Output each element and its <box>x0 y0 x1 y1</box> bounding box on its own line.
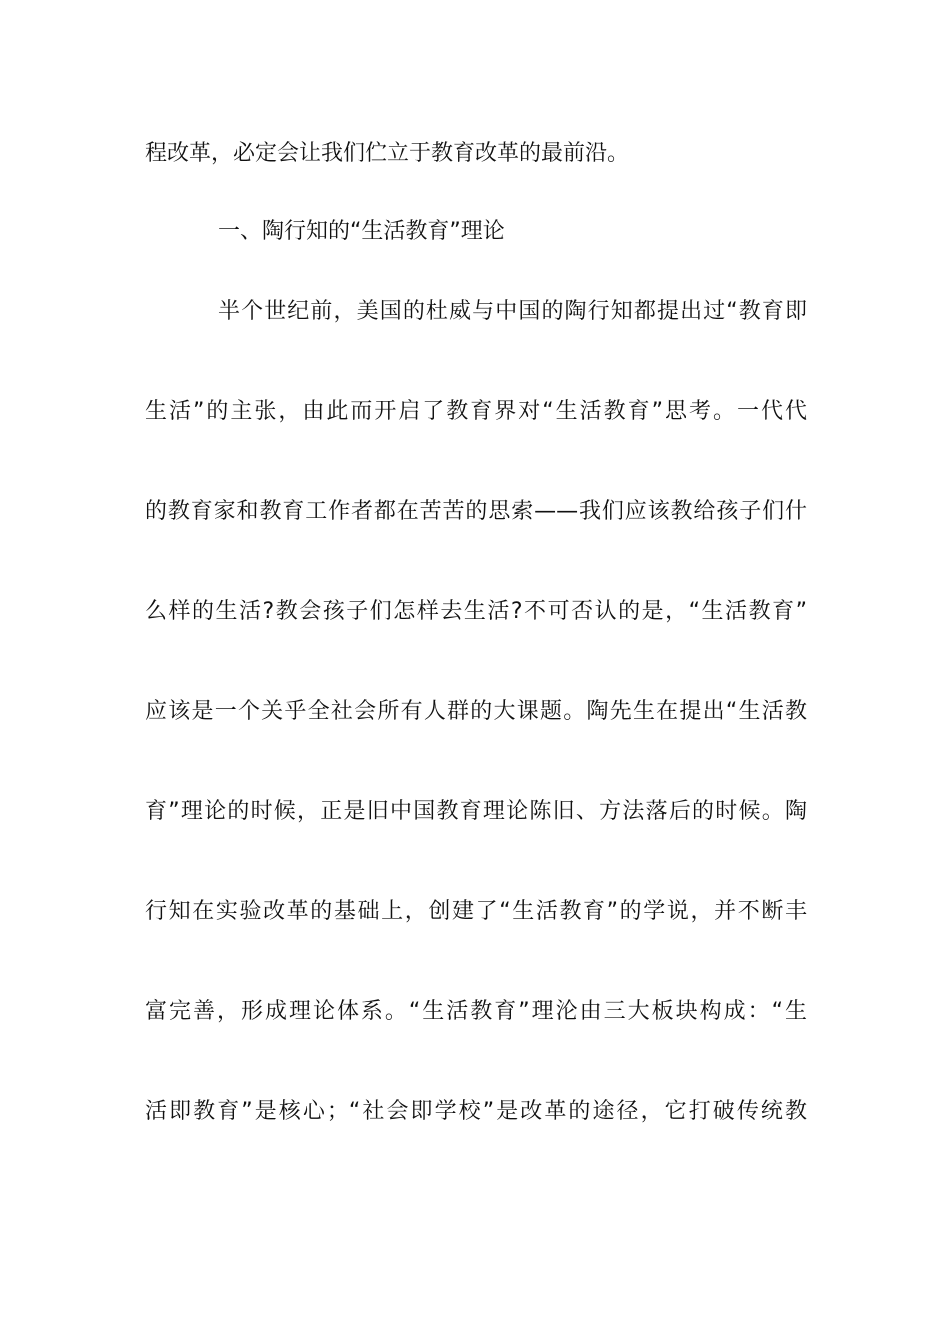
paragraph-line: 行知在实验改革的基础上，创建了“生活教育”的学说，并不断丰 <box>145 899 807 924</box>
paragraph-line: 应该是一个关乎全社会所有人群的大课题。陶先生在提出“生活教 <box>145 699 807 724</box>
paragraph-line: 么样的生活?教会孩子们怎样去生活?不可否认的是，“生活教育” <box>145 599 807 624</box>
paragraph-line-closing: 程改革，必定会让我们伫立于教育改革的最前沿。 <box>145 141 630 166</box>
paragraph-line: 的教育家和教育工作者都在苦苦的思索——我们应该教给孩子们什 <box>145 499 807 524</box>
paragraph-line: 生活”的主张，由此而开启了教育界对“生活教育”思考。一代代 <box>145 399 807 424</box>
paragraph-line: 富完善，形成理论体系。“生活教育”理沦由三大板块构成：“生 <box>145 999 807 1024</box>
paragraph-line: 活即教育”是核心；“社会即学校”是改革的途径，它打破传统教 <box>145 1099 807 1124</box>
paragraph-line-first: 半个世纪前，美国的杜威与中国的陶行知都提出过“教育即 <box>218 299 807 324</box>
paragraph-line: 育”理论的时候，正是旧中国教育理论陈旧、方法落后的时候。陶 <box>145 799 807 824</box>
section-heading: 一、陶行知的“生活教育”理论 <box>218 219 505 244</box>
